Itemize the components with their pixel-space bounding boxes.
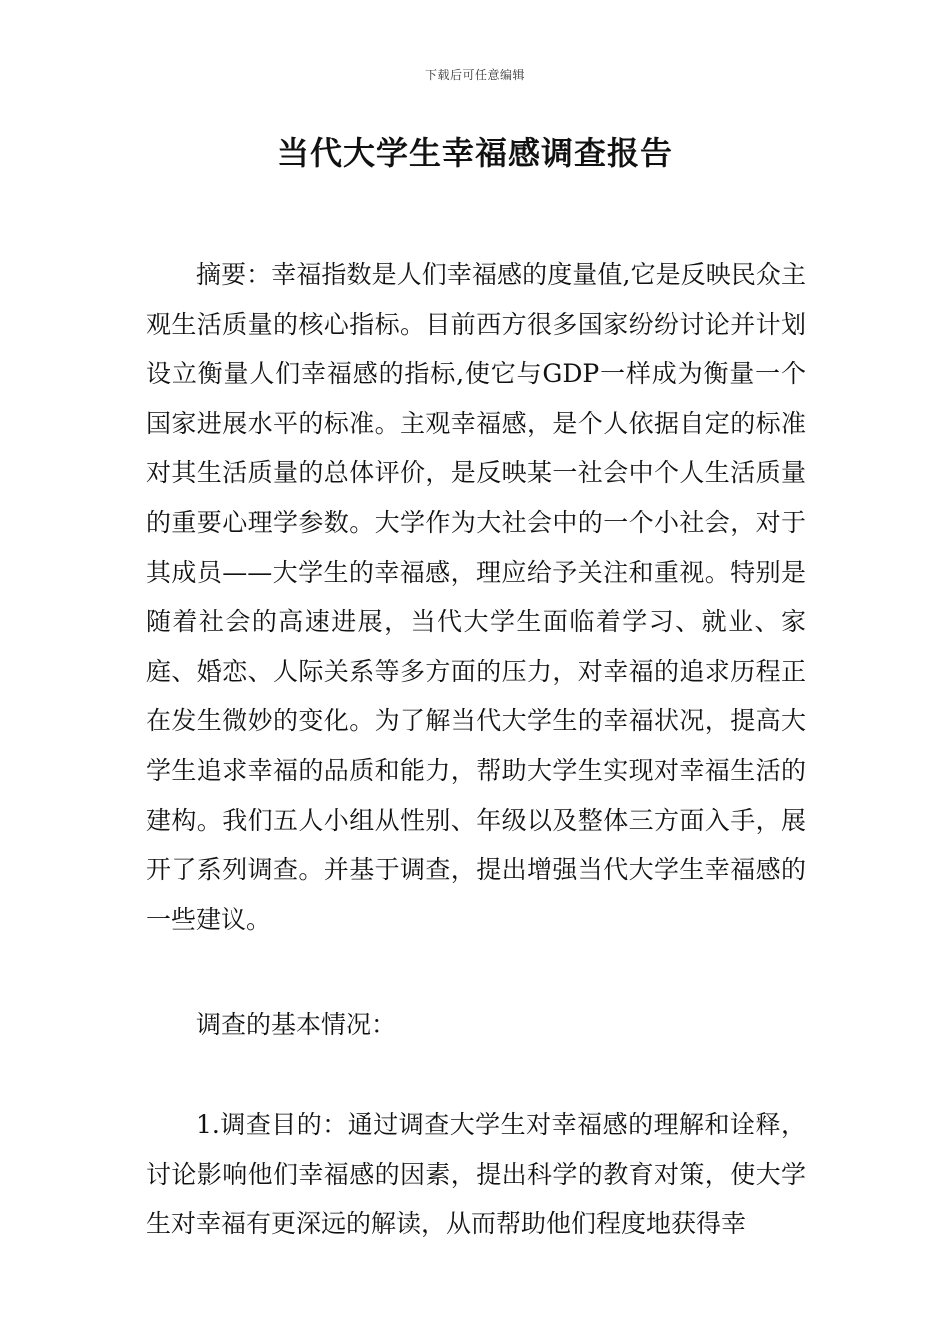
- header-note: 下载后可任意编辑: [424, 68, 525, 82]
- page-title: 当代大学生幸福感调查报告: [276, 134, 673, 172]
- list-item: 1.调查目的：通过调查大学生对幸福感的理解和诠释，讨论影响他们幸福感的因素，提出科学的教育对策，使大学生对幸福有更深远的解读，从而帮助他们程度地获得幸: [146, 1110, 806, 1239]
- section-heading: 调查的基本情况：: [196, 1010, 397, 1039]
- abstract-paragraph: 摘要：幸福指数是人们幸福感的度量值,它是反映民众主观生活质量的核心指标。目前西方很多国家纷纷讨论并计划设立衡量人们幸福感的指标,使它与GDP一样成为衡量一个国家进展水平的标准。主观幸福感，是个人依据自定的标准对其生活质量的总体评价，是反映某一社会中个人生活质量的重要心理学参数。大学作为大社会中的一个小社会，对于其成员——大学生的幸福感，理应给予关注和重视。特别是随着社会的高速进展，当代大学生面临着学习、就业、家庭、婚恋、人际关系等多方面的压力，对幸福的追求历程正在发生微妙的变化。为了解当代大学生的幸福状况，提高大学生追求幸福的品质和能力，帮助大学生实现对幸福生活的建构。我们五人小组从性别、年级以及整体三方面入手，展开了系列调查。并基于调查，提出增强当代大学生幸福感的一些建议。: [146, 260, 806, 934]
